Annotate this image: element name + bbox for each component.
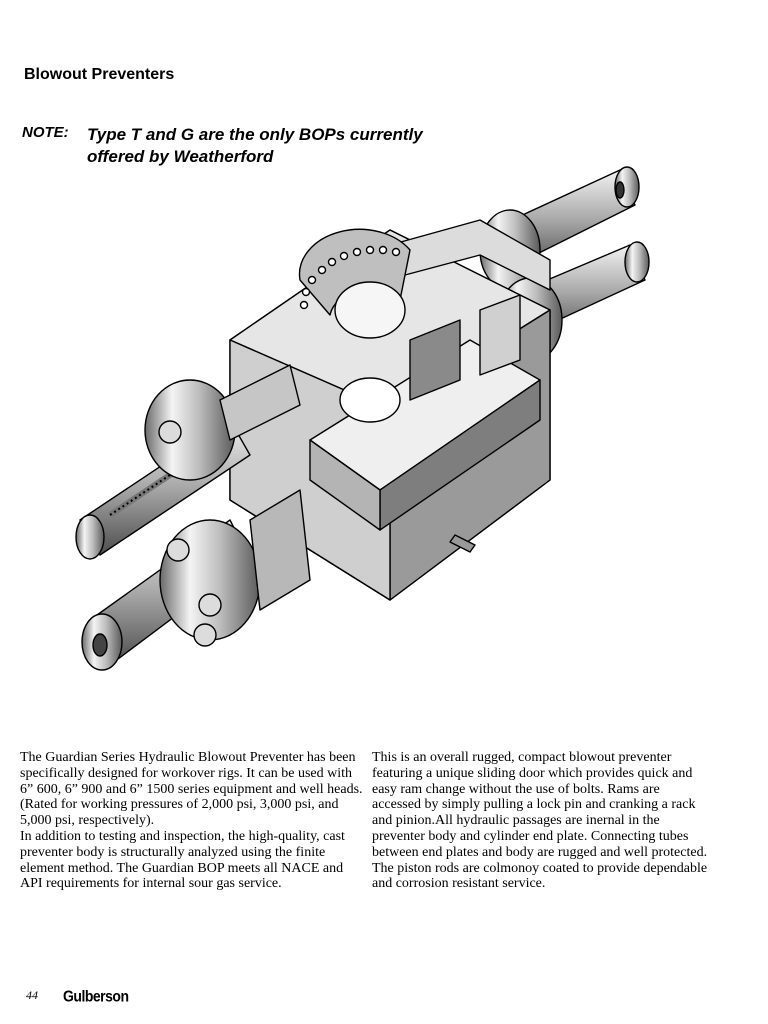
right-paragraph-1: This is an overall rugged, compact blowout preventer featuring a unique sliding door which provides quick and easy ram change without the use of bolts. Rams are accessed by simply pulling a lock pin and cranking a rack and pinion.All hydraulic passages are inernal in the preventer body and cylinder end plate. Connecting tubes between end plates and body are rugged and well protected. [372,750,708,860]
page-number: 44 [26,988,38,1002]
brand-logo: Gulberson [63,987,129,1005]
note-line-1: Type T and G are the only BOPs currently [87,125,423,144]
left-paragraph-2: In addition to testing and inspection, the high-quality, cast preventer body is structurally analyzed using the finite element method. The Guardian BOP meets all NACE and API requirements for internal sour gas service. [20,828,345,892]
right-paragraph-2: The piston rods are colmonoy coated to provide dependable and corrosion resistant service. [372,860,708,892]
body-text-left-column [20,750,364,892]
body-text-right-column [372,750,712,892]
page-title: Blowout Preventers [24,66,175,83]
bop-cutaway-illustration [60,150,660,710]
left-paragraph-1: The Guardian Series Hydraulic Blowout Preventer has been specifically designed for workover rigs. It can be used with 6” 600, 6” 900 and 6” 1500 series equipment and well heads. (Rated for working pressures of 2,000 psi, 3,000 psi, and 5,000 psi, respectively). [20,750,363,829]
note-line-2: offered by Weatherford [87,147,274,166]
note-label: NOTE: [22,124,69,141]
